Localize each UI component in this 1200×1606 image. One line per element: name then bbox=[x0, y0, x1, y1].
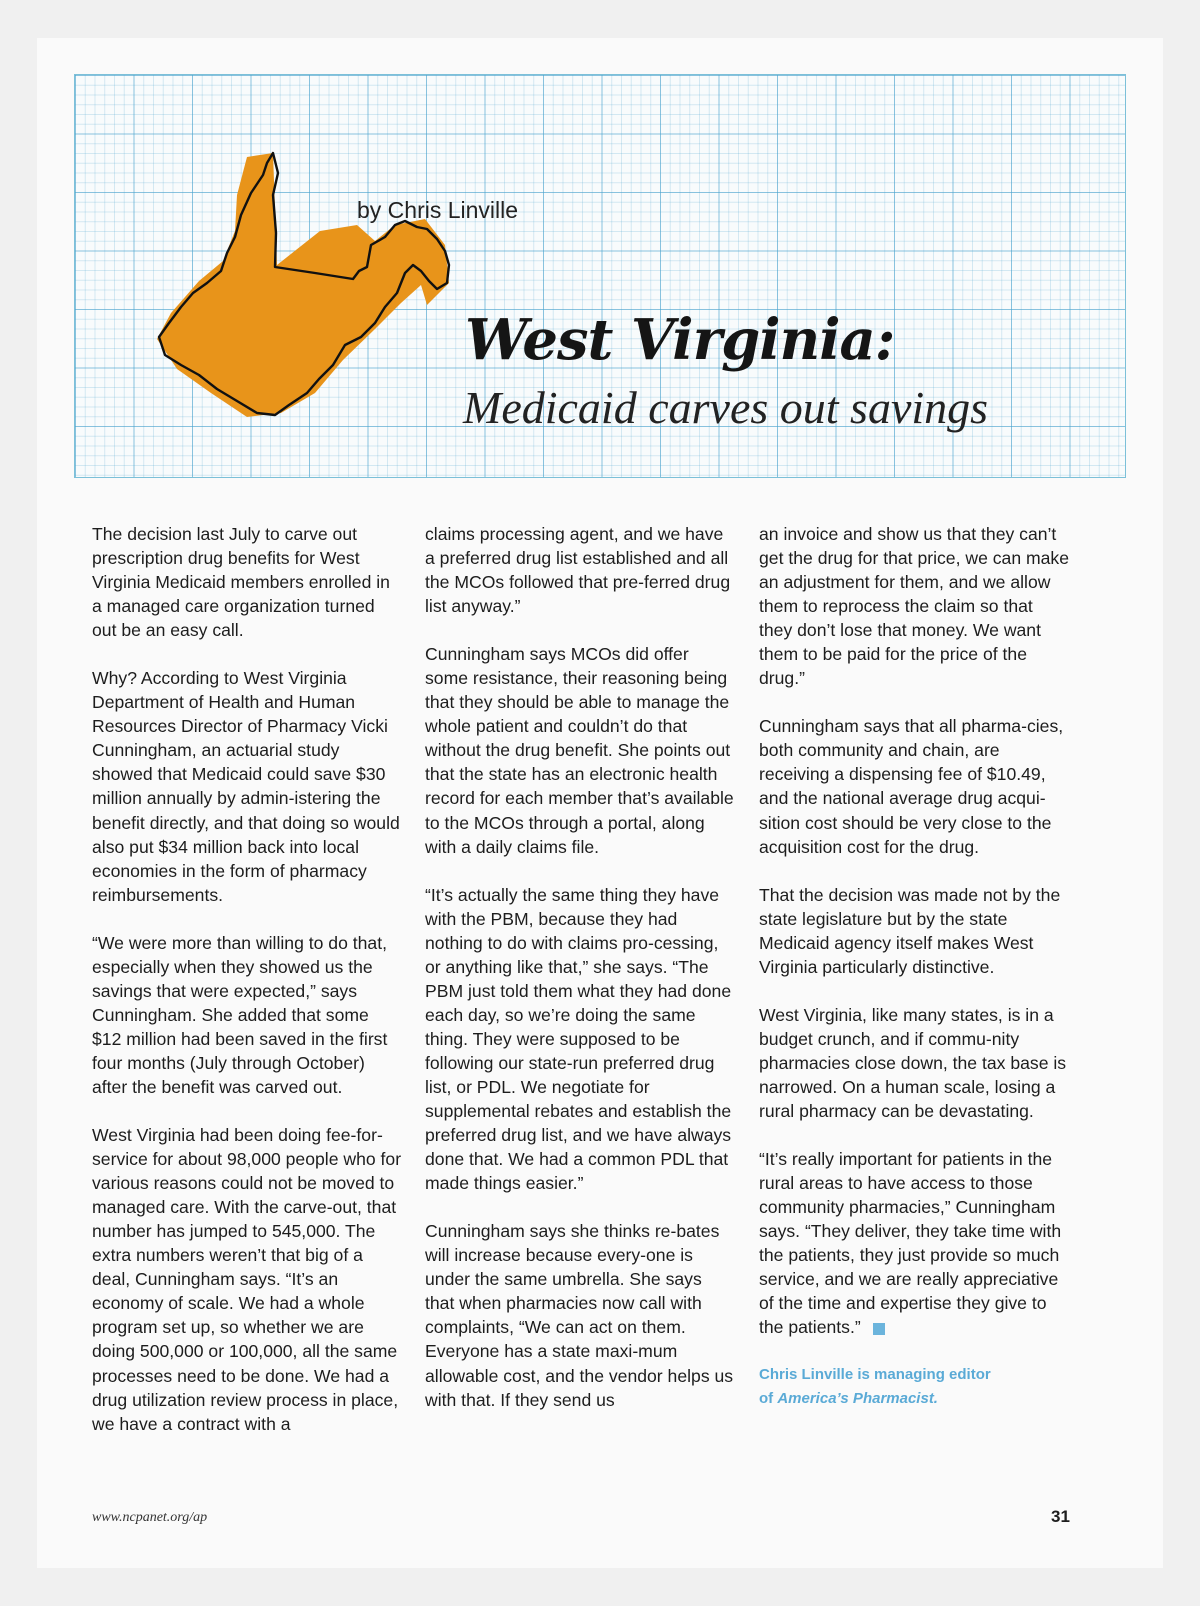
article-subtitle: Medicaid carves out savings bbox=[463, 382, 989, 433]
publication-name: America’s Pharmacist. bbox=[777, 1390, 938, 1408]
footer-url: www.ncpanet.org/ap bbox=[92, 1510, 208, 1525]
bio-prefix: of bbox=[759, 1390, 778, 1408]
paragraph: West Virginia, like many states, is in a budget crunch, and if commu-nity pharmacies close down, the tax base is narrowed. On a human scale, losing a rural pharmacy can be devastating. bbox=[759, 1004, 1067, 1121]
text-column-3 bbox=[759, 522, 1069, 1411]
paragraph: That the decision was made not by the state legislature but by the state Medicaid agency itself makes West Virginia particularly distinctive. bbox=[759, 884, 1061, 977]
bio-line bbox=[759, 1387, 1069, 1411]
author-bio bbox=[759, 1363, 1069, 1411]
paragraph: an invoice and show us that they can’t get the drug for that price, we can make an adjustment for them, and we allow them to reprocess the claim so that they don’t lose that money. We want them to be paid for the price of the drug.” bbox=[759, 524, 1070, 689]
text-column-1 bbox=[92, 522, 402, 1460]
paragraph: Cunningham says that all pharma-cies, both community and chain, are receiving a dispensing fee of $10.49, and the national average drug acqui-sition cost should be very close to the acquisition cost for the drug. bbox=[759, 716, 1064, 857]
paragraph: “We were more than willing to do that, especially when they showed us the savings that were expected,” says Cunningham. She added that some $12 million had been saved in the first four months (July through October) after the benefit was carved out. bbox=[92, 932, 388, 1097]
paragraph: “It’s actually the same thing they have with the PBM, because they had nothing to do with claims pro-cessing, or anything like that,” she says. “The PBM just told them what they had done each day, so we’re doing the same thing. They were supposed to be following our state-run preferred drug list, or PDL. We negotiate for supplemental rebates and establish the preferred drug list, and we have always done that. We had a common PDL that made things easier.” bbox=[425, 884, 732, 1194]
article-title: West Virginia: bbox=[465, 307, 895, 373]
end-mark-icon bbox=[873, 1323, 885, 1335]
header-banner bbox=[74, 74, 1126, 478]
bio-line: Chris Linville is managing editor bbox=[759, 1366, 991, 1384]
paragraph: Why? According to West Virginia Department of Health and Human Resources Director of Pharmacy Vicki Cunningham, an actuarial study showed that Medicaid could save $30 million annually by admin-istering the benefit directly, and that doing so would also put $34 million back into local economies in the form of pharmacy reimbursements. bbox=[92, 668, 400, 905]
text-column-2 bbox=[425, 522, 735, 1436]
paragraph: claims processing agent, and we have a preferred drug list established and all the MCOs followed that pre-ferred drug list anyway.” bbox=[425, 524, 731, 617]
paragraph: West Virginia had been doing fee-for-service for about 98,000 people who for various reasons could not be moved to managed care. With the carve-out, that number has jumped to 545,000. The extra numbers weren’t that big of a deal, Cunningham says. “It’s an economy of scale. We had a whole program set up, so whether we are doing 500,000 or 100,000, all the same processes need to be done. We had a drug utilization review process in place, we have a contract with a bbox=[92, 1125, 402, 1434]
page-number: 31 bbox=[1051, 1507, 1070, 1526]
paragraph: Cunningham says she thinks re-bates will increase because every-one is under the same umbrella. She says that when pharmacies now call with complaints, “We can act on them. Everyone has a state maxi-mum allowable cost, and the vendor helps us with that. If they send us bbox=[425, 1221, 734, 1410]
paragraph: The decision last July to carve out prescription drug benefits for West Virginia Medicaid members enrolled in a managed care organization turned out be an easy call. bbox=[92, 524, 390, 641]
byline: by Chris Linville bbox=[357, 197, 519, 223]
last-paragraph bbox=[759, 1147, 1069, 1339]
paragraph-text: “It’s really important for patients in the rural areas to have access to those community pharmacies,” Cunningham says. “They deliver, they take time with the patients, they just provide so much service, and we are really appreciative of the time and expertise they give to the patients.” bbox=[759, 1149, 1062, 1338]
paragraph: Cunningham says MCOs did offer some resistance, their reasoning being that they should be able to manage the whole patient and couldn’t do that without the drug benefit. She points out that the state has an electronic health record for each member that’s available to the MCOs through a portal, along with a daily claims file. bbox=[425, 644, 734, 857]
